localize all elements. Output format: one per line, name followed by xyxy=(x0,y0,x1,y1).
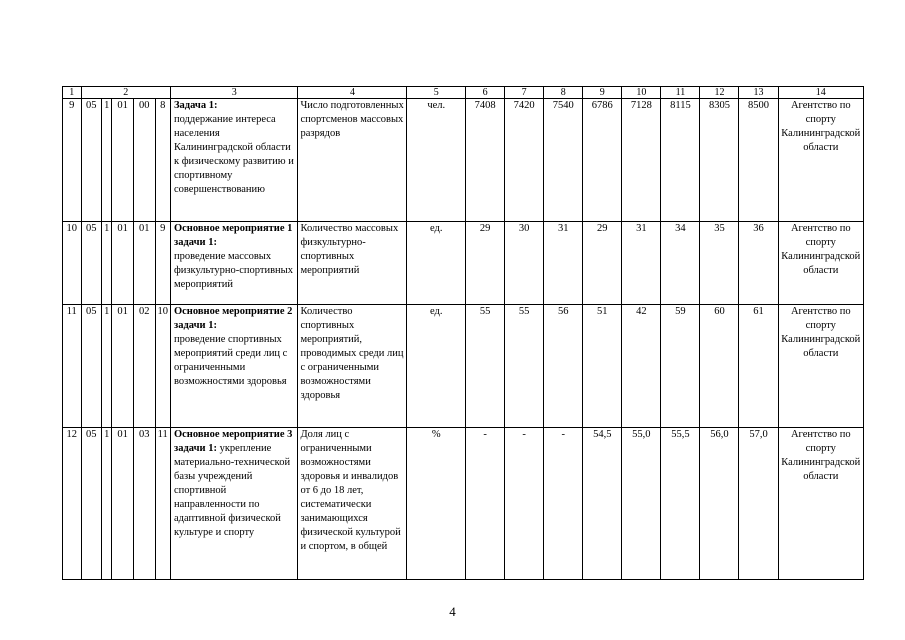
unit-cell: чел. xyxy=(407,99,466,222)
header-cell: 2 xyxy=(81,87,170,99)
code-cell: 01 xyxy=(112,428,134,580)
value-cell: 55,5 xyxy=(661,428,700,580)
value-cell: 7408 xyxy=(466,99,505,222)
value-cell: 7420 xyxy=(505,99,544,222)
value-cell: 55 xyxy=(505,305,544,428)
task-description-cell xyxy=(170,99,297,222)
task-text: проведение спортивных мероприятий среди лиц с ограниченными возможностями здоровья xyxy=(173,334,288,387)
code-cell: 05 xyxy=(81,222,102,305)
code-cell: 01 xyxy=(133,222,155,305)
code-cell: 9 xyxy=(155,222,170,305)
task-description-cell xyxy=(170,305,297,428)
value-cell: 7540 xyxy=(544,99,583,222)
agency-cell: Агентство по спорту Калининградской области xyxy=(778,222,863,305)
value-cell: 8305 xyxy=(700,99,739,222)
code-cell: 01 xyxy=(112,99,134,222)
indicator-cell: Доля лиц с ограниченными возможностями здоровья и инвалидов от 6 до 18 лет, систематически занимающихся физической культурой и спортом, в общей xyxy=(298,428,407,580)
value-cell: 30 xyxy=(505,222,544,305)
header-cell: 4 xyxy=(298,87,407,99)
value-cell: 31 xyxy=(544,222,583,305)
code-cell: 12 xyxy=(63,428,82,580)
value-cell: 36 xyxy=(739,222,778,305)
page-number: 4 xyxy=(449,604,456,619)
code-cell: 05 xyxy=(81,99,102,222)
code-cell: 05 xyxy=(81,305,102,428)
value-cell: 29 xyxy=(466,222,505,305)
value-cell: 59 xyxy=(661,305,700,428)
value-cell: 57,0 xyxy=(739,428,778,580)
task-text: проведение массовых физкультурно-спортивных мероприятий xyxy=(173,251,293,290)
header-cell: 9 xyxy=(583,87,622,99)
code-cell: 10 xyxy=(63,222,82,305)
code-cell: 10 xyxy=(155,305,170,428)
code-cell: 11 xyxy=(155,428,170,580)
value-cell: 54,5 xyxy=(583,428,622,580)
table-row xyxy=(63,428,864,580)
code-cell: 02 xyxy=(133,305,155,428)
unit-cell: ед. xyxy=(407,305,466,428)
task-title: Основное мероприятие 1 задачи 1: xyxy=(173,223,293,248)
code-cell: 01 xyxy=(112,305,134,428)
value-cell: 55 xyxy=(466,305,505,428)
value-cell: 55,0 xyxy=(622,428,661,580)
table-row xyxy=(63,222,864,305)
code-cell: 11 xyxy=(63,305,82,428)
agency-cell: Агентство по спорту Калининградской области xyxy=(778,99,863,222)
value-cell: 42 xyxy=(622,305,661,428)
value-cell: 60 xyxy=(700,305,739,428)
code-cell: 03 xyxy=(133,428,155,580)
header-cell: 1 xyxy=(63,87,82,99)
unit-cell: ед. xyxy=(407,222,466,305)
code-cell: 1 xyxy=(102,428,112,580)
code-cell: 05 xyxy=(81,428,102,580)
value-cell: 34 xyxy=(661,222,700,305)
value-cell: 8115 xyxy=(661,99,700,222)
code-cell: 9 xyxy=(63,99,82,222)
task-title: Задача 1: xyxy=(173,100,218,111)
value-cell: 29 xyxy=(583,222,622,305)
code-cell: 01 xyxy=(112,222,134,305)
value-cell: 56,0 xyxy=(700,428,739,580)
code-cell: 8 xyxy=(155,99,170,222)
value-cell: 7128 xyxy=(622,99,661,222)
header-cell: 12 xyxy=(700,87,739,99)
indicator-cell: Количество массовых физкультурно-спортивных мероприятий xyxy=(298,222,407,305)
header-cell: 3 xyxy=(170,87,297,99)
header-cell: 6 xyxy=(466,87,505,99)
value-cell: 56 xyxy=(544,305,583,428)
value-cell: 51 xyxy=(583,305,622,428)
value-cell: 8500 xyxy=(739,99,778,222)
task-title: Основное мероприятие 2 задачи 1: xyxy=(173,306,293,331)
value-cell: 31 xyxy=(622,222,661,305)
task-text: укрепление материально-технической базы учреждений спортивной направленности по адаптивной физической культуре и спорту xyxy=(173,443,291,538)
header-cell: 11 xyxy=(661,87,700,99)
header-cell: 7 xyxy=(505,87,544,99)
value-cell: 6786 xyxy=(583,99,622,222)
value-cell: - xyxy=(466,428,505,580)
value-cell: - xyxy=(505,428,544,580)
code-cell: 1 xyxy=(102,222,112,305)
agency-cell: Агентство по спорту Калининградской области xyxy=(778,428,863,580)
code-cell: 1 xyxy=(102,305,112,428)
value-cell: 61 xyxy=(739,305,778,428)
code-cell: 00 xyxy=(133,99,155,222)
value-cell: 35 xyxy=(700,222,739,305)
agency-cell: Агентство по спорту Калининградской области xyxy=(778,305,863,428)
code-cell: 1 xyxy=(102,99,112,222)
task-text: поддержание интереса населения Калининградской области к физическому развитию и спортивному совершенствованию xyxy=(173,114,294,195)
header-cell: 8 xyxy=(544,87,583,99)
indicator-cell: Число подготовленных спортсменов массовых разрядов xyxy=(298,99,407,222)
task-description-cell xyxy=(170,428,297,580)
unit-cell: % xyxy=(407,428,466,580)
value-cell: - xyxy=(544,428,583,580)
header-row xyxy=(63,87,864,99)
task-description-cell xyxy=(170,222,297,305)
table-row xyxy=(63,305,864,428)
indicator-cell: Количество спортивных мероприятий, проводимых среди лиц с ограниченными возможностями здоровья xyxy=(298,305,407,428)
header-cell: 14 xyxy=(778,87,863,99)
header-cell: 5 xyxy=(407,87,466,99)
table-row xyxy=(63,99,864,222)
task-title: Основное мероприятие 3 задачи 1: xyxy=(173,429,293,454)
header-cell: 13 xyxy=(739,87,778,99)
header-cell: 10 xyxy=(622,87,661,99)
indicators-table xyxy=(62,86,864,580)
